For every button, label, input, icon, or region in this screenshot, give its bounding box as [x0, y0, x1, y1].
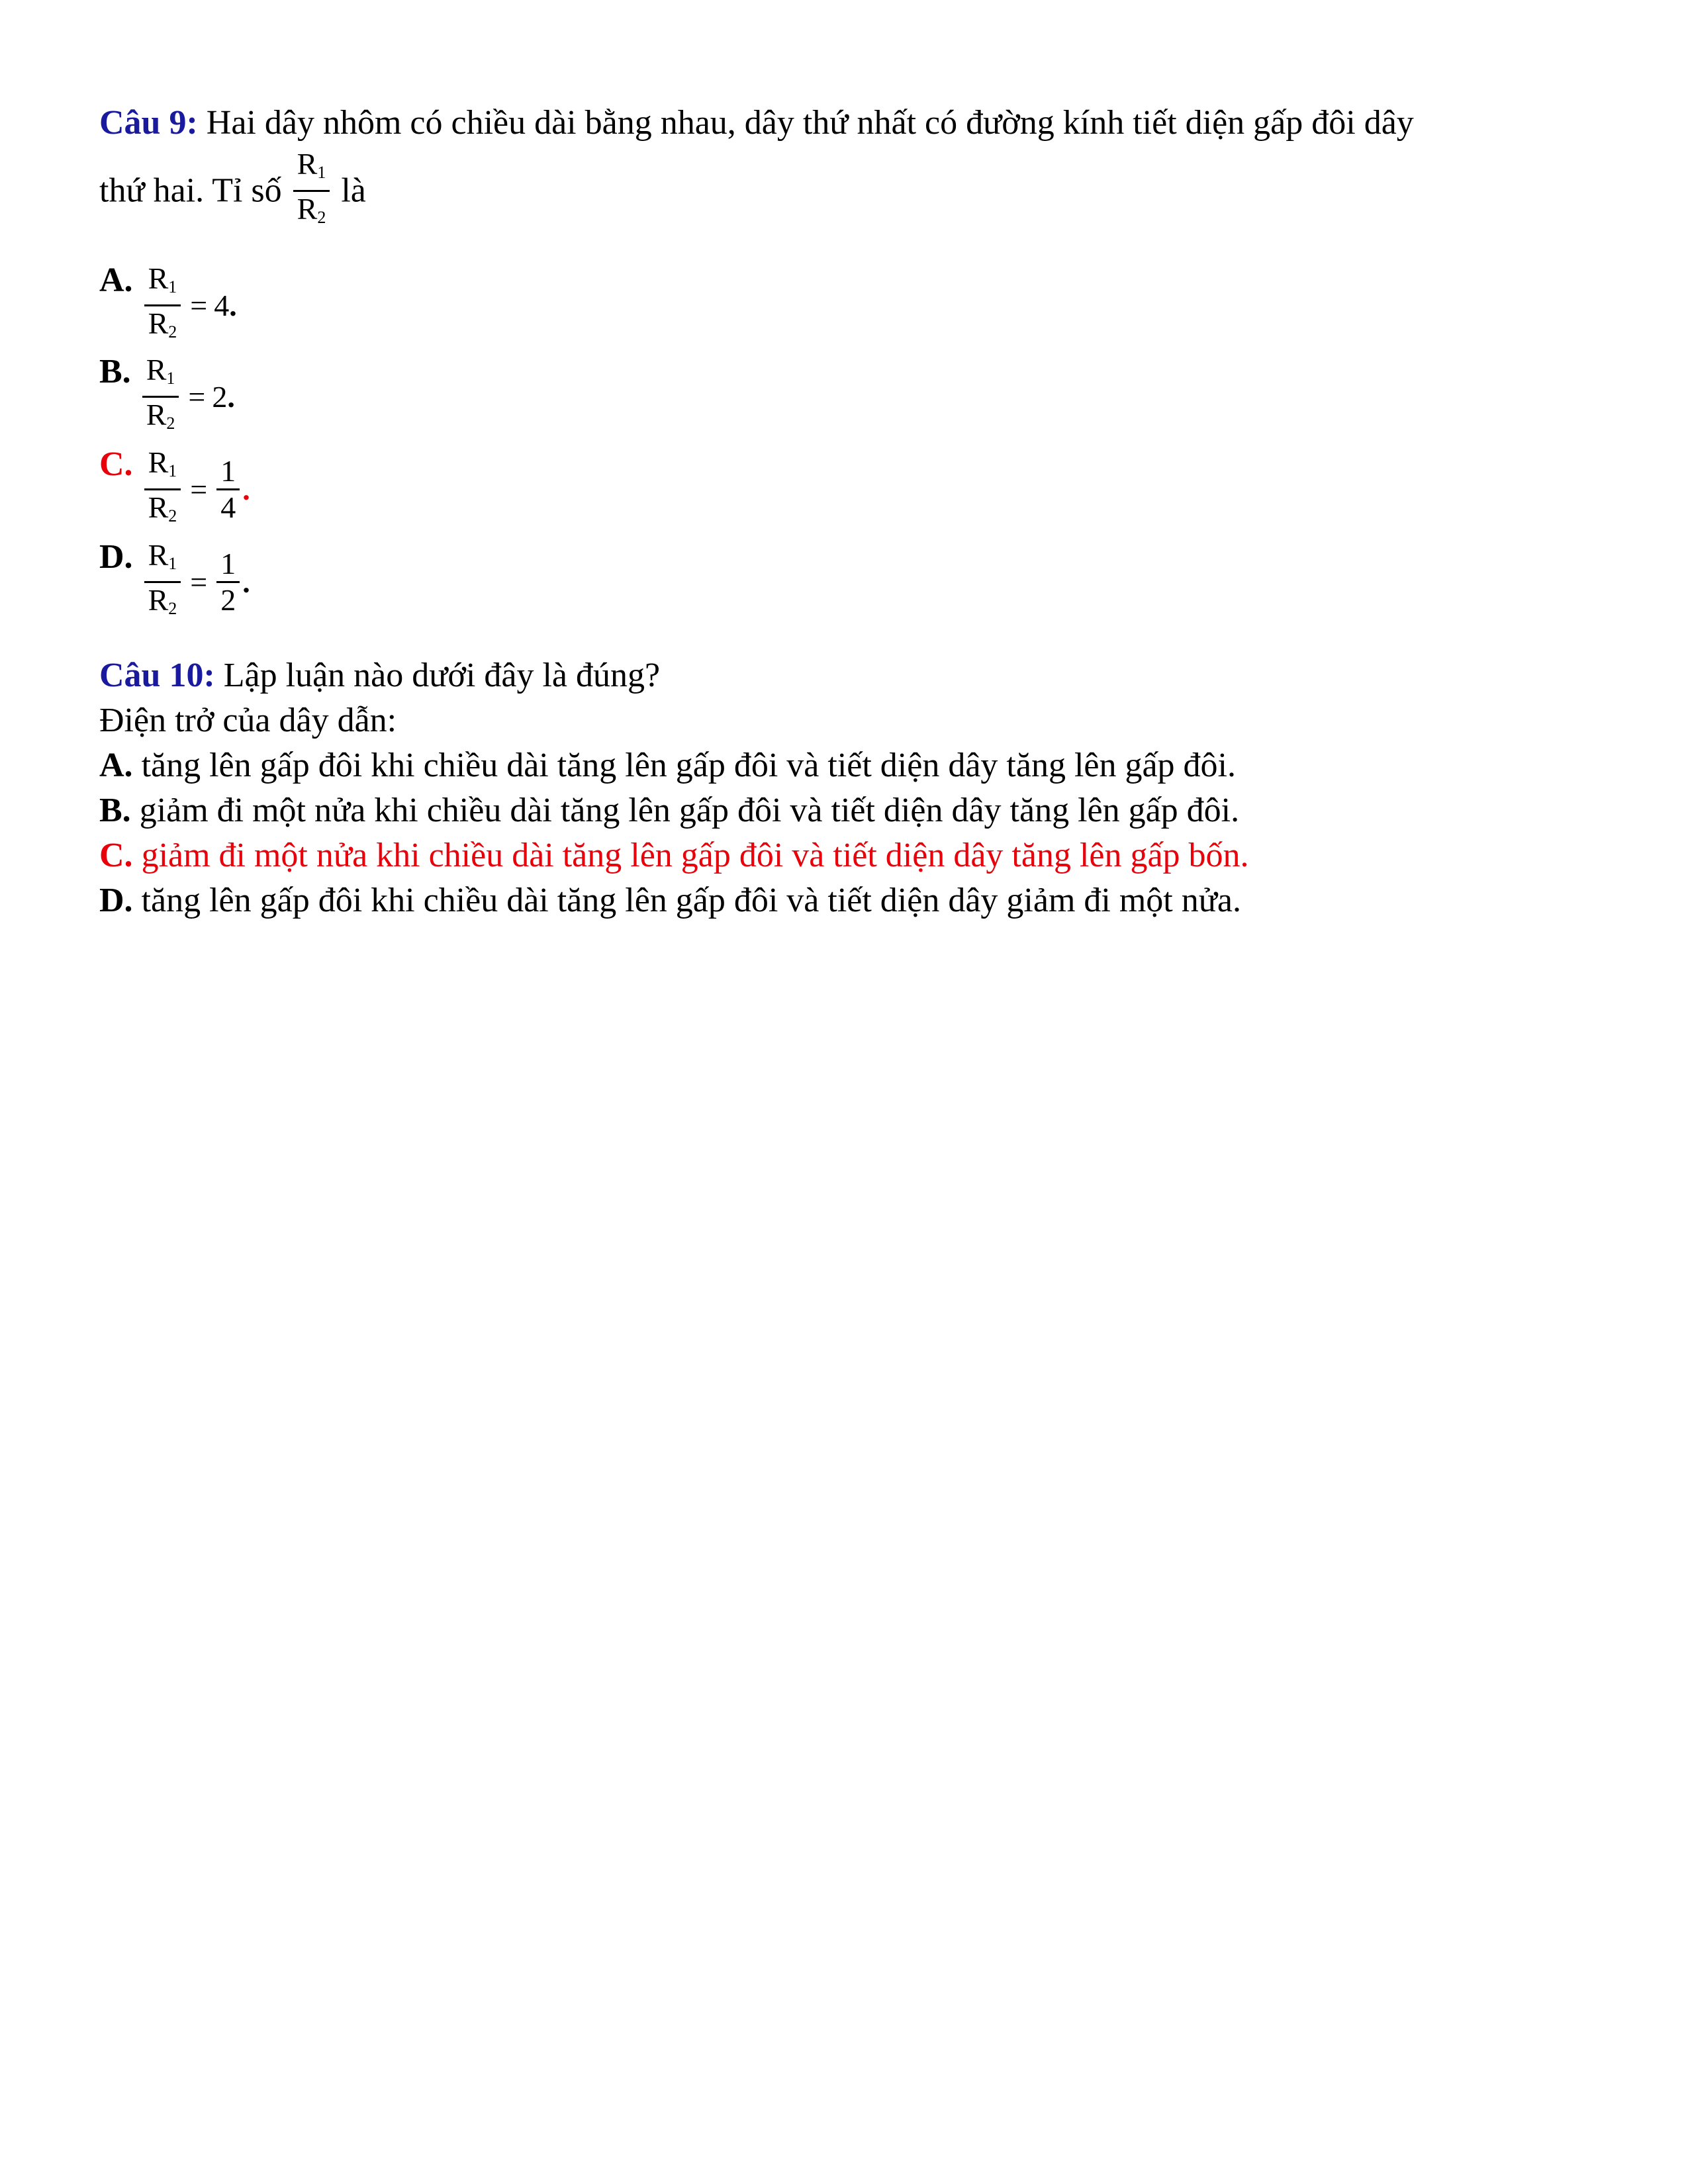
- q10-option-a-text: tăng lên gấp đôi khi chiều dài tăng lên gấp đôi và tiết diện dây tăng lên gấp đôi.: [132, 747, 1236, 784]
- q9-option-b-end: .: [227, 379, 235, 414]
- q9-line-1: [99, 103, 1414, 144]
- q9-ratio-den-sub: 2: [317, 208, 326, 227]
- equals-sign: =: [188, 379, 206, 414]
- equals-sign: =: [190, 472, 208, 506]
- q10-option-c-label: C.: [99, 837, 133, 874]
- q9-text-after: là: [332, 171, 366, 210]
- ratio-num-sub: 1: [168, 461, 177, 480]
- q9-ratio-fraction: [293, 147, 330, 235]
- q9-option-c-end: .: [242, 472, 250, 506]
- ratio-den: R: [148, 306, 169, 340]
- q10-label: Câu 10:: [99, 657, 215, 694]
- q9-ratio-num: R: [297, 147, 318, 181]
- q9-option-c-value-den: 4: [220, 490, 236, 524]
- equals-sign: =: [190, 565, 208, 599]
- q9-option-c-value-num: 1: [216, 454, 240, 490]
- q9-option-d-math: [142, 538, 250, 626]
- q10-option-c-text: giảm đi một nửa khi chiều dài tăng lên gấp đôi và tiết diện dây tăng lên gấp bốn.: [132, 837, 1249, 874]
- q9-option-a-value: 4: [214, 288, 230, 322]
- equals-sign: =: [190, 288, 208, 322]
- q9-option-a-label: A.: [99, 261, 133, 300]
- q10-option-b: [99, 790, 1239, 831]
- ratio-num-sub: 1: [168, 554, 177, 573]
- ratio-den-sub: 2: [168, 506, 177, 525]
- q10-question: Lập luận nào dưới đây là đúng?: [214, 657, 661, 694]
- q10-option-d-label: D.: [99, 882, 133, 919]
- q9-option-b-label: B.: [99, 353, 131, 391]
- q9-ratio-den: R: [297, 192, 318, 226]
- q9-ratio-num-sub: 1: [317, 163, 326, 182]
- q9-option-d-label: D.: [99, 538, 133, 576]
- q9-option-d-value-num: 1: [216, 547, 240, 583]
- q9-option-d: [99, 518, 250, 626]
- q10-stem: Điện trở của dây dẫn:: [99, 702, 397, 739]
- q9-option-d-ratio: [144, 538, 181, 626]
- q9-option-d-value-den: 2: [220, 583, 236, 617]
- q9-text-line1: Hai dây nhôm có chiều dài bằng nhau, dây thứ nhất có đường kính tiết diện gấp đôi dây: [197, 104, 1414, 142]
- ratio-den-sub: 2: [168, 599, 177, 618]
- q9-option-c: [99, 426, 250, 533]
- q10-option-a: [99, 745, 1236, 786]
- ratio-den: R: [148, 583, 169, 617]
- q9-option-d-end: .: [242, 565, 250, 599]
- q9-line-2: [99, 147, 366, 235]
- ratio-num: R: [148, 261, 169, 295]
- ratio-den: R: [146, 398, 167, 432]
- q10-option-b-label: B.: [99, 792, 131, 829]
- ratio-den-sub: 2: [168, 322, 177, 341]
- q10-option-a-label: A.: [99, 747, 133, 784]
- q9-label: Câu 9:: [99, 104, 198, 142]
- q9-option-b-value: 2: [212, 379, 228, 414]
- q9-option-c-label: C.: [99, 445, 133, 484]
- q9-option-b: [99, 333, 235, 441]
- ratio-num: R: [148, 538, 169, 572]
- q10-option-c: [99, 835, 1249, 876]
- q10-option-d: [99, 880, 1241, 921]
- q9-option-d-value-fraction: [216, 547, 240, 617]
- ratio-num: R: [146, 353, 167, 387]
- q10-option-d-text: tăng lên gấp đôi khi chiều dài tăng lên gấp đôi và tiết diện dây giảm đi một nửa.: [132, 882, 1241, 919]
- q9-text-line2: thứ hai. Tỉ số: [99, 171, 291, 210]
- ratio-den: R: [148, 490, 169, 524]
- ratio-num: R: [148, 445, 169, 479]
- q10-line-stem: [99, 700, 397, 741]
- q10-option-b-text: giảm đi một nửa khi chiều dài tăng lên gấp đôi và tiết diện dây tăng lên gấp đôi.: [130, 792, 1240, 829]
- ratio-num-sub: 1: [168, 277, 177, 296]
- ratio-num-sub: 1: [166, 369, 175, 388]
- q9-option-c-value-fraction: [216, 454, 240, 525]
- ratio-den-sub: 2: [166, 414, 175, 433]
- q9-option-a-end: .: [229, 288, 237, 322]
- q10-line-question: [99, 655, 660, 696]
